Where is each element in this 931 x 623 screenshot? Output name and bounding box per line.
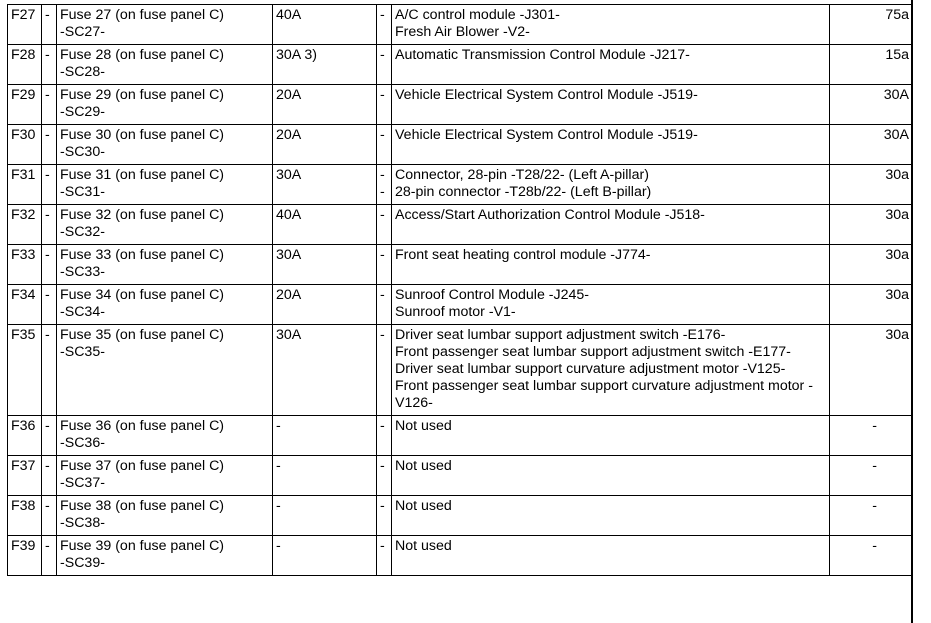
fuse-amperage-cell: 20A [273, 85, 377, 125]
fuse-name-line: Fuse 36 (on fuse panel C) [60, 418, 225, 434]
separator-dash-cell: - [42, 536, 57, 576]
separator-dash-cell: - [377, 125, 392, 165]
fuse-rating-cell: - [830, 456, 913, 496]
fuse-name-cell [57, 285, 273, 325]
separator-dash-cell: - [377, 45, 392, 85]
fuse-function-line: Not used [395, 498, 452, 514]
separator-dash-cell: - - [377, 165, 392, 205]
table-row [8, 325, 913, 416]
separator-dash-cell: - [42, 245, 57, 285]
separator-dash-cell: - [377, 245, 392, 285]
fuse-rating-cell: - [830, 496, 913, 536]
fuse-function-line: Front seat heating control module -J774- [395, 247, 651, 263]
fuse-amperage-cell: - [273, 416, 377, 456]
fuse-name-line: -SC29- [60, 104, 105, 120]
table-row [8, 165, 913, 205]
fuse-name-cell [57, 45, 273, 85]
fuse-id-cell: F29 [8, 85, 42, 125]
fuse-amperage-cell: 30A [273, 325, 377, 416]
fuse-rating-cell: 75a [830, 5, 913, 45]
separator-dash-cell: - [42, 45, 57, 85]
separator-dash-cell: - [42, 85, 57, 125]
fuse-id-cell: F38 [8, 496, 42, 536]
table-row [8, 85, 913, 125]
fuse-name-line: Fuse 39 (on fuse panel C) [60, 538, 225, 554]
fuse-function-line: Front passenger seat lumbar support curvature adjustment motor -V126- [395, 378, 813, 411]
fuse-function-line: Automatic Transmission Control Module -J217- [395, 47, 690, 63]
fuse-function-line: Driver seat lumbar support curvature adjustment motor -V125- [395, 361, 786, 377]
fuse-function-cell [392, 416, 830, 456]
fuse-name-line: -SC37- [60, 475, 105, 491]
fuse-rating-cell: 30A [830, 125, 913, 165]
fuse-name-cell [57, 496, 273, 536]
separator-dash-cell: - [377, 325, 392, 416]
fuse-rating-cell: 30a [830, 205, 913, 245]
fuse-id-cell: F36 [8, 416, 42, 456]
fuse-function-cell [392, 85, 830, 125]
separator-dash-cell: - [377, 285, 392, 325]
separator-dash-cell: - [42, 205, 57, 245]
fuse-function-cell [392, 205, 830, 245]
separator-dash-cell: - [377, 205, 392, 245]
fuse-name-cell [57, 165, 273, 205]
fuse-name-line: Fuse 33 (on fuse panel C) [60, 247, 225, 263]
fuse-amperage-cell: 40A [273, 205, 377, 245]
fuse-name-line: Fuse 29 (on fuse panel C) [60, 87, 225, 103]
fuse-function-line: Access/Start Authorization Control Module -J518- [395, 207, 705, 223]
separator-dash-cell: - [42, 416, 57, 456]
fuse-function-line: Front passenger seat lumbar support adjustment switch -E177- [395, 344, 791, 360]
fuse-rating-cell: 30a [830, 325, 913, 416]
separator-dash-cell: - [42, 5, 57, 45]
fuse-name-cell [57, 536, 273, 576]
fuse-function-line: Not used [395, 458, 452, 474]
fuse-name-line: -SC38- [60, 515, 105, 531]
table-row [8, 536, 913, 576]
fuse-function-cell [392, 496, 830, 536]
fuse-table-body [8, 5, 913, 576]
fuse-amperage-cell: 20A [273, 125, 377, 165]
fuse-function-cell [392, 285, 830, 325]
fuse-id-cell: F27 [8, 5, 42, 45]
fuse-rating-cell: - [830, 416, 913, 456]
fuse-function-cell [392, 325, 830, 416]
fuse-id-cell: F30 [8, 125, 42, 165]
fuse-function-cell [392, 125, 830, 165]
fuse-function-cell [392, 45, 830, 85]
fuse-id-cell: F28 [8, 45, 42, 85]
separator-dash-cell: - [42, 325, 57, 416]
fuse-function-line: Fresh Air Blower -V2- [395, 24, 530, 40]
separator-dash-cell: - [377, 536, 392, 576]
fuse-name-line: -SC35- [60, 344, 105, 360]
fuse-id-cell: F34 [8, 285, 42, 325]
page-right-border [911, 0, 913, 623]
fuse-name-line: -SC32- [60, 224, 105, 240]
fuse-id-cell: F32 [8, 205, 42, 245]
fuse-function-cell [392, 456, 830, 496]
fuse-name-cell [57, 125, 273, 165]
fuse-function-cell [392, 5, 830, 45]
fuse-name-cell [57, 456, 273, 496]
table-row [8, 205, 913, 245]
fuse-rating-cell: 30a [830, 285, 913, 325]
fuse-name-line: Fuse 35 (on fuse panel C) [60, 327, 225, 343]
fuse-function-line: Sunroof Control Module -J245- [395, 287, 589, 303]
table-row [8, 125, 913, 165]
fuse-name-line: Fuse 31 (on fuse panel C) [60, 167, 225, 183]
fuse-id-cell: F35 [8, 325, 42, 416]
fuse-rating-cell: 30A [830, 85, 913, 125]
fuse-name-line: -SC28- [60, 64, 105, 80]
fuse-table [7, 4, 913, 576]
table-row [8, 285, 913, 325]
fuse-function-line: Not used [395, 538, 452, 554]
fuse-name-line: -SC31- [60, 184, 105, 200]
fuse-name-line: Fuse 28 (on fuse panel C) [60, 47, 225, 63]
fuse-amperage-cell: 40A [273, 5, 377, 45]
fuse-function-line: A/C control module -J301- [395, 7, 560, 23]
fuse-rating-cell: 30a [830, 245, 913, 285]
separator-dash-cell: - [42, 496, 57, 536]
fuse-amperage-cell: - [273, 536, 377, 576]
fuse-id-cell: F33 [8, 245, 42, 285]
fuse-name-cell [57, 416, 273, 456]
separator-dash-cell: - [377, 5, 392, 45]
fuse-name-cell [57, 85, 273, 125]
fuse-name-cell [57, 205, 273, 245]
fuse-function-line: 28-pin connector -T28b/22- (Left B-pillar) [395, 184, 652, 200]
fuse-name-line: -SC34- [60, 304, 105, 320]
fuse-function-line: Sunroof motor -V1- [395, 304, 516, 320]
fuse-amperage-cell: 30A [273, 245, 377, 285]
table-row [8, 245, 913, 285]
fuse-name-line: -SC27- [60, 24, 105, 40]
fuse-function-cell [392, 536, 830, 576]
separator-dash-cell: - [377, 456, 392, 496]
fuse-name-line: Fuse 34 (on fuse panel C) [60, 287, 225, 303]
separator-dash-cell: - [42, 456, 57, 496]
fuse-name-line: Fuse 27 (on fuse panel C) [60, 7, 225, 23]
fuse-amperage-cell: 30A [273, 165, 377, 205]
fuse-name-line: -SC33- [60, 264, 105, 280]
fuse-id-cell: F39 [8, 536, 42, 576]
fuse-name-cell [57, 245, 273, 285]
separator-dash-cell: - [377, 85, 392, 125]
fuse-function-line: Vehicle Electrical System Control Module -J519- [395, 127, 698, 143]
separator-dash-cell: - [42, 125, 57, 165]
separator-dash-cell: - [377, 416, 392, 456]
table-row [8, 416, 913, 456]
fuse-function-line: Connector, 28-pin -T28/22- (Left A-pillar) [395, 167, 649, 183]
fuse-name-line: Fuse 38 (on fuse panel C) [60, 498, 225, 514]
fuse-name-line: Fuse 37 (on fuse panel C) [60, 458, 225, 474]
table-row [8, 5, 913, 45]
fuse-id-cell: F31 [8, 165, 42, 205]
fuse-rating-cell: 15a [830, 45, 913, 85]
table-row [8, 496, 913, 536]
fuse-name-line: -SC39- [60, 555, 105, 571]
fuse-name-cell [57, 5, 273, 45]
fuse-amperage-cell: 20A [273, 285, 377, 325]
fuse-name-line: Fuse 30 (on fuse panel C) [60, 127, 225, 143]
fuse-amperage-cell: - [273, 496, 377, 536]
fuse-rating-cell: 30a [830, 165, 913, 205]
separator-dash-cell: - [42, 165, 57, 205]
fuse-amperage-cell: 30A 3) [273, 45, 377, 85]
fuse-function-line: Not used [395, 418, 452, 434]
fuse-name-line: Fuse 32 (on fuse panel C) [60, 207, 225, 223]
fuse-function-line: Vehicle Electrical System Control Module -J519- [395, 87, 698, 103]
fuse-function-line: Driver seat lumbar support adjustment switch -E176- [395, 327, 726, 343]
fuse-name-cell [57, 325, 273, 416]
table-row [8, 456, 913, 496]
fuse-name-line: -SC30- [60, 144, 105, 160]
fuse-amperage-cell: - [273, 456, 377, 496]
fuse-name-line: -SC36- [60, 435, 105, 451]
fuse-rating-cell: - [830, 536, 913, 576]
separator-dash-cell: - [377, 496, 392, 536]
separator-dash-cell: - [42, 285, 57, 325]
table-row [8, 45, 913, 85]
fuse-function-cell [392, 245, 830, 285]
fuse-id-cell: F37 [8, 456, 42, 496]
fuse-function-cell [392, 165, 830, 205]
